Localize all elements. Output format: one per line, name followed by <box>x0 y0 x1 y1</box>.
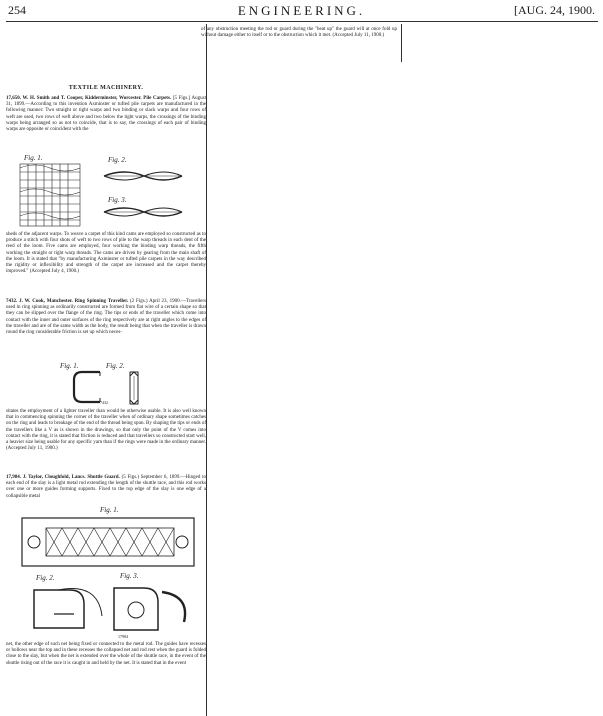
issue-date: [AUG. 24, 1900. <box>514 3 595 17</box>
patent-text: August 31, 1899.—According to this invention Axminster or tufted pile carpets are manufactured in the following manner: Two straight or tight warps and two binding or slack warps and four rows of weft are used, two rows of weft above and two below the tight warps, the crossings of the binding warps being arranged so as not to coincide, that is to say, the crossings of each pair of binding warps are opposite or coincident with the <box>6 96 206 133</box>
patent-text: September 6, 1899.—Hinged to each end of the slay is a light metal rod extending the length of the shuttle race, and this rod works over one or more guides forming supports. Fixed to the top edge of the slay is one edge of a collapsible metal <box>6 475 206 499</box>
figs-note: [5 Figs.] <box>172 96 191 101</box>
page-header <box>0 3 603 23</box>
patent-heading: 7432. J. W. Cook, Manchester. Ring Spinning Traveller. <box>6 299 129 304</box>
patent-text-continued: sitates the employment of a lighter traveller than would be otherwise usable. It is also well known that in commencing spinning the corner of the traveller when of ordinary shape sometimes catches on the ring and leads to breakage of the end of the thread being spun. By shaping the tips or ends of the travellers like a V as is shown in the drawings, so that only the point of the V comes into contact with the ring, it is stated that friction is reduced and that travellers so constructed start well, a heavier size being usable for any specific yarn than if the rings were made in the ordinary manner. (Accepted July 11, 1900.) <box>6 409 206 452</box>
fig-number: 7432 <box>100 400 108 405</box>
carpet-weave-drawing <box>14 154 200 230</box>
figs-note: (2 Figs.) <box>130 299 148 304</box>
journal-title: ENGINEERING. <box>237 3 366 18</box>
right-column-text <box>201 27 397 39</box>
patent-entry-3 <box>6 475 206 500</box>
patent-text-continued: sheds of the adjacent warps. To weave a carpet of this kind cams are employed so constructed as to produce a stitch with four shots of weft to two rows of pile to the warp threads in each dent of the reed of the loom. Five cams are employed, four working the binding warp threads, the fifth working the straight or tight warp threads. The cams are driven by gearing from the main shaft of the loom. It is stated that "by manufacturing Axminster or tufted pile carpets in the way described the rigidity or inflexibility and strength of the carpet are increased and the carpet thereby improved." (Accepted July 4, 1900.) <box>6 232 206 275</box>
fig-label: Fig. 1. <box>60 362 79 370</box>
fig-label: Fig. 1. <box>100 506 119 514</box>
patent-entry-2-continued <box>6 409 206 452</box>
fig-label: Fig. 2. <box>108 156 127 164</box>
shuttle-guard-drawing <box>14 506 202 640</box>
fig-label: Fig. 1. <box>24 154 43 162</box>
right-column-paragraph: of any obstruction meeting the rod or guard during the "beat up" the guard will at once fold up without damage either to itself or to the obstruction which it met. (Accepted July 11, 1900.) <box>201 27 397 39</box>
section-title: TEXTILE MACHINERY. <box>68 85 144 91</box>
patent-entry-1-continued <box>6 232 206 275</box>
fig-label: Fig. 3. <box>120 572 139 580</box>
fig-label: Fig. 2. <box>36 574 55 582</box>
patent-entry-1 <box>6 96 206 133</box>
column-rule-right <box>401 24 402 62</box>
fig-label: Fig. 2. <box>106 362 125 370</box>
page-number: 254 <box>8 3 26 17</box>
traveller-figures <box>60 362 170 408</box>
patent-entry-2 <box>6 299 206 336</box>
patent-text-continued: net, the other edge of such net being fixed or connected to the metal rod. The guides have recesses or hollows near the top and in these recesses the collapsed net and rod rest when the guard is folded close to the slay, but when the net is extended over the whole of the shuttle race, in the event of the shuttle rising out of the race it is caught in and held by the net. It is stated that in the event <box>6 642 206 666</box>
header-rule <box>6 21 598 22</box>
patent-heading: 17,984. J. Taylor, Cloughfold, Lancs. Shuttle Guard. <box>6 475 120 480</box>
patent-heading: 17,650. W. H. Smith and T. Cooper, Kidderminster, Worcester. Pile Carpets. <box>6 96 172 101</box>
pile-carpet-figures <box>14 154 200 230</box>
column-rule-left <box>206 24 207 716</box>
patent-entry-3-continued <box>6 642 206 667</box>
fig-number: 17984 <box>118 634 128 639</box>
figs-note: (5 Figs.) <box>121 475 140 480</box>
shuttle-guard-figures <box>14 506 202 640</box>
fig-label: Fig. 3. <box>108 196 127 204</box>
patent-text: April 23, 1900.—Travellers used in ring spinning as ordinarily constructed are formed from flat wire of a certain shape so that they can be slipped over the flange of the ring. The tips or ends of the traveller which come into contact with the inner and outer surfaces of the ring respectively are at right angles to the edges of the traveller and are of the same width as the body, the result being that when the traveller is drawn round the ring considerable friction is set up which neces- <box>6 299 207 336</box>
